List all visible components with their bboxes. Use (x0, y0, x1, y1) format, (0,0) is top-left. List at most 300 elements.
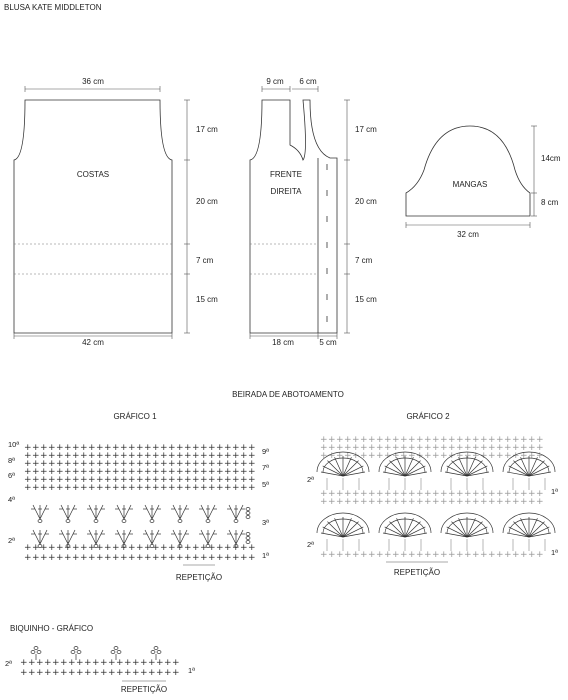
stitch-sc: + (104, 451, 112, 461)
stitch-sc: + (536, 435, 544, 445)
stitch-sc: + (80, 443, 88, 453)
stitch-sc: + (504, 489, 512, 499)
stitch-sc: + (56, 443, 64, 453)
stitch-sc: + (336, 451, 344, 461)
stitch-sc: + (176, 459, 184, 469)
stitch-sc: + (344, 550, 352, 560)
stitch-sc: + (88, 553, 96, 563)
stitch-sc: + (200, 451, 208, 461)
biquinho-chart (20, 647, 180, 679)
stitch-sc: + (328, 497, 336, 507)
stitch-sc: + (96, 467, 104, 477)
stitch-sc: + (52, 668, 60, 678)
stitch-sc: + (216, 451, 224, 461)
stitch-chain (31, 651, 35, 654)
stitch-sc: + (200, 553, 208, 563)
stitch-sc: + (344, 489, 352, 499)
stitch-sc: + (392, 451, 400, 461)
stitch-sc: + (48, 443, 56, 453)
stitch-sc: + (40, 467, 48, 477)
stitch-sc: + (448, 550, 456, 560)
stitch-sc: + (192, 475, 200, 485)
grafico1-row-5: 5ª (262, 480, 269, 489)
stitch-sc: + (504, 497, 512, 507)
stitch-sc: + (496, 435, 504, 445)
stitch-sc: + (472, 443, 480, 453)
stitch-sc: + (176, 475, 184, 485)
stitch-sc: + (320, 451, 328, 461)
stitch-chain (246, 537, 250, 540)
mangas-label: MANGAS (452, 180, 488, 189)
stitch-sc: + (192, 483, 200, 493)
stitch-sc: + (32, 553, 40, 563)
stitch-sc: + (128, 467, 136, 477)
stitch-sc: + (104, 443, 112, 453)
frente-piece (250, 86, 350, 339)
stitch-sc: + (424, 550, 432, 560)
stitch-sc: + (528, 550, 536, 560)
stitch-sc: + (488, 443, 496, 453)
stitch-sc: + (336, 443, 344, 453)
stitch-sc: + (208, 459, 216, 469)
stitch-sc: + (512, 550, 520, 560)
stitch-sc: + (32, 543, 40, 553)
stitch-sc: + (216, 443, 224, 453)
stitch-sc: + (72, 475, 80, 485)
stitch-sc: + (448, 497, 456, 507)
stitch-sc: + (368, 443, 376, 453)
stitch-sc: + (352, 443, 360, 453)
stitch-fan (441, 513, 493, 551)
stitch-sc: + (248, 483, 256, 493)
stitch-sc: + (168, 483, 176, 493)
stitch-chain (34, 647, 38, 650)
stitch-sc: + (416, 550, 424, 560)
stitch-sc: + (424, 497, 432, 507)
stitch-sc: + (168, 443, 176, 453)
stitch-sc: + (208, 543, 216, 553)
stitch-sc: + (148, 658, 156, 668)
stitch-sc: + (80, 459, 88, 469)
stitch-sc: + (96, 459, 104, 469)
stitch-sc: + (456, 435, 464, 445)
stitch-fan (317, 513, 369, 551)
stitch-sc: + (440, 443, 448, 453)
stitch-sc: + (488, 497, 496, 507)
stitch-sc: + (328, 451, 336, 461)
stitch-sc: + (128, 459, 136, 469)
stitch-sc: + (408, 435, 416, 445)
biquinho-title: BIQUINHO - GRÁFICO (10, 624, 94, 633)
stitch-sc: + (56, 467, 64, 477)
stitch-sc: + (504, 435, 512, 445)
stitch-sc: + (20, 658, 28, 668)
stitch-sc: + (456, 451, 464, 461)
stitch-sc: + (72, 543, 80, 553)
stitch-sc: + (72, 443, 80, 453)
stitch-sc: + (536, 451, 544, 461)
stitch-sc: + (172, 658, 180, 668)
stitch-sc: + (392, 443, 400, 453)
stitch-sc: + (40, 459, 48, 469)
stitch-sc: + (120, 553, 128, 563)
stitch-sc: + (224, 483, 232, 493)
frente-top-left: 9 cm (266, 77, 284, 86)
stitch-sc: + (128, 443, 136, 453)
stitch-sc: + (432, 497, 440, 507)
stitch-sc: + (400, 443, 408, 453)
stitch-sc: + (232, 543, 240, 553)
stitch-sc: + (40, 451, 48, 461)
grafico1-row-3: 3ª (262, 518, 269, 527)
stitch-sc: + (200, 543, 208, 553)
stitch-sc: + (104, 483, 112, 493)
stitch-sc: + (368, 497, 376, 507)
stitch-sc: + (424, 489, 432, 499)
stitch-sc: + (432, 550, 440, 560)
grafico1-row-6: 6ª (8, 471, 15, 480)
stitch-sc: + (344, 451, 352, 461)
stitch-sc: + (336, 435, 344, 445)
stitch-sc: + (136, 443, 144, 453)
stitch-sc: + (248, 451, 256, 461)
stitch-sc: + (488, 550, 496, 560)
stitch-sc: + (224, 459, 232, 469)
stitch-sc: + (384, 435, 392, 445)
stitch-sc: + (144, 553, 152, 563)
stitch-sc: + (112, 553, 120, 563)
stitch-sc: + (480, 489, 488, 499)
stitch-sc: + (384, 489, 392, 499)
stitch-sc: + (200, 459, 208, 469)
grafico2-repeat-label: REPETIÇÃO (393, 568, 441, 577)
stitch-sc: + (144, 443, 152, 453)
stitch-sc: + (480, 451, 488, 461)
grafico2-row-2a: 2ª (307, 475, 314, 484)
stitch-sc: + (408, 550, 416, 560)
stitch-sc: + (124, 668, 132, 678)
stitch-sc: + (168, 475, 176, 485)
stitch-sc: + (192, 553, 200, 563)
stitch-sc: + (200, 483, 208, 493)
stitch-sc: + (520, 435, 528, 445)
stitch-sc: + (140, 658, 148, 668)
stitch-sc: + (496, 550, 504, 560)
stitch-sc: + (480, 497, 488, 507)
section-title: BEIRADA DE ABOTOAMENTO (232, 390, 344, 399)
stitch-sc: + (464, 443, 472, 453)
stitch-sc: + (152, 483, 160, 493)
stitch-sc: + (112, 459, 120, 469)
stitch-sc: + (80, 483, 88, 493)
costas-label: COSTAS (76, 170, 110, 179)
stitch-sc: + (512, 435, 520, 445)
stitch-sc: + (120, 467, 128, 477)
stitch-sc: + (112, 451, 120, 461)
stitch-sc: + (24, 443, 32, 453)
stitch-sc: + (24, 483, 32, 493)
stitch-sc: + (112, 443, 120, 453)
stitch-sc: + (112, 543, 120, 553)
stitch-sc: + (320, 443, 328, 453)
stitch-sc: + (440, 497, 448, 507)
stitch-sc: + (328, 550, 336, 560)
stitch-sc: + (192, 443, 200, 453)
stitch-sc: + (80, 451, 88, 461)
stitch-sc: + (440, 451, 448, 461)
stitch-sc: + (232, 483, 240, 493)
stitch-sc: + (416, 451, 424, 461)
stitch-sc: + (160, 459, 168, 469)
frente-top-right: 6 cm (299, 77, 317, 86)
grafico1-chart (24, 443, 256, 563)
stitch-chain (246, 516, 250, 519)
stitch-sc: + (248, 543, 256, 553)
stitch-sc: + (216, 543, 224, 553)
stitch-sc: + (416, 443, 424, 453)
stitch-chain (246, 508, 250, 511)
stitch-sc: + (408, 443, 416, 453)
stitch-sc: + (496, 443, 504, 453)
stitch-sc: + (536, 497, 544, 507)
stitch-sc: + (528, 497, 536, 507)
stitch-sc: + (328, 435, 336, 445)
stitch-sc: + (520, 443, 528, 453)
stitch-sc: + (64, 443, 72, 453)
stitch-sc: + (136, 553, 144, 563)
stitch-sc: + (176, 553, 184, 563)
mangas-piece (406, 126, 537, 228)
stitch-sc: + (184, 483, 192, 493)
stitch-sc: + (376, 497, 384, 507)
stitch-sc: + (64, 459, 72, 469)
stitch-sc: + (224, 451, 232, 461)
stitch-sc: + (400, 435, 408, 445)
stitch-sc: + (36, 658, 44, 668)
stitch-sc: + (72, 451, 80, 461)
stitch-sc: + (160, 443, 168, 453)
stitch-sc: + (464, 451, 472, 461)
costas-height-3: 7 cm (196, 256, 214, 265)
stitch-cluster (143, 505, 161, 523)
stitch-fan (379, 513, 431, 551)
stitch-chain (122, 520, 126, 523)
stitch-sc: + (424, 443, 432, 453)
stitch-sc: + (408, 497, 416, 507)
stitch-sc: + (536, 489, 544, 499)
frente-height-4: 15 cm (355, 295, 377, 304)
stitch-sc: + (336, 497, 344, 507)
frente-label-line1: FRENTE (270, 170, 302, 179)
stitch-sc: + (240, 451, 248, 461)
biquinho-repeat-label: REPETIÇÃO (120, 685, 168, 694)
stitch-sc: + (504, 443, 512, 453)
stitch-sc: + (496, 497, 504, 507)
stitch-cluster (59, 505, 77, 523)
stitch-sc: + (432, 489, 440, 499)
stitch-sc: + (360, 451, 368, 461)
stitch-chain (151, 651, 155, 654)
stitch-sc: + (448, 451, 456, 461)
stitch-sc: + (120, 443, 128, 453)
stitch-cluster (87, 505, 105, 523)
stitch-sc: + (168, 553, 176, 563)
stitch-sc: + (528, 489, 536, 499)
stitch-sc: + (352, 489, 360, 499)
stitch-sc: + (520, 451, 528, 461)
stitch-sc: + (360, 497, 368, 507)
stitch-sc: + (56, 483, 64, 493)
stitch-sc: + (40, 475, 48, 485)
stitch-sc: + (44, 658, 52, 668)
stitch-sc: + (216, 475, 224, 485)
stitch-sc: + (456, 489, 464, 499)
stitch-sc: + (76, 658, 84, 668)
stitch-sc: + (40, 543, 48, 553)
stitch-chain (206, 520, 210, 523)
mangas-height-1: 14cm (541, 154, 561, 163)
stitch-sc: + (472, 435, 480, 445)
stitch-chain (157, 651, 161, 654)
stitch-sc: + (100, 658, 108, 668)
stitch-sc: + (240, 475, 248, 485)
stitch-sc: + (128, 451, 136, 461)
costas-piece (14, 86, 190, 339)
grafico1-row-9: 9ª (262, 447, 269, 456)
stitch-sc: + (240, 443, 248, 453)
stitch-sc: + (512, 489, 520, 499)
stitch-sc: + (472, 451, 480, 461)
stitch-sc: + (28, 668, 36, 678)
stitch-sc: + (528, 443, 536, 453)
stitch-sc: + (64, 451, 72, 461)
stitch-sc: + (480, 443, 488, 453)
page-title: BLUSA KATE MIDDLETON (4, 3, 102, 12)
stitch-chain (37, 651, 41, 654)
stitch-sc: + (496, 489, 504, 499)
grafico1-repeat-label: REPETIÇÃO (175, 573, 223, 582)
stitch-sc: + (96, 475, 104, 485)
stitch-sc: + (352, 435, 360, 445)
stitch-sc: + (200, 443, 208, 453)
stitch-sc: + (132, 658, 140, 668)
stitch-sc: + (224, 443, 232, 453)
stitch-sc: + (208, 483, 216, 493)
stitch-sc: + (368, 489, 376, 499)
stitch-sc: + (88, 443, 96, 453)
stitch-sc: + (392, 497, 400, 507)
stitch-sc: + (64, 467, 72, 477)
stitch-cluster (31, 505, 49, 523)
stitch-sc: + (160, 475, 168, 485)
stitch-sc: + (520, 497, 528, 507)
stitch-fan (503, 513, 555, 551)
stitch-sc: + (64, 553, 72, 563)
stitch-sc: + (132, 668, 140, 678)
stitch-sc: + (464, 435, 472, 445)
stitch-sc: + (464, 550, 472, 560)
stitch-sc: + (512, 497, 520, 507)
grafico1-title: GRÁFICO 1 (113, 412, 157, 421)
stitch-sc: + (504, 451, 512, 461)
stitch-sc: + (152, 475, 160, 485)
frente-height-1: 17 cm (355, 125, 377, 134)
stitch-sc: + (504, 550, 512, 560)
stitch-sc: + (224, 475, 232, 485)
stitch-sc: + (328, 443, 336, 453)
stitch-sc: + (480, 435, 488, 445)
stitch-sc: + (104, 459, 112, 469)
stitch-sc: + (24, 475, 32, 485)
costas-top-width: 36 cm (82, 77, 104, 86)
grafico2-row-1a: 1ª (551, 487, 558, 496)
stitch-chain (38, 520, 42, 523)
stitch-sc: + (488, 435, 496, 445)
stitch-sc: + (360, 443, 368, 453)
stitch-chain (117, 651, 121, 654)
stitch-sc: + (248, 553, 256, 563)
stitch-sc: + (488, 451, 496, 461)
stitch-sc: + (68, 668, 76, 678)
stitch-sc: + (84, 668, 92, 678)
stitch-sc: + (528, 435, 536, 445)
stitch-chain (111, 651, 115, 654)
costas-height-1: 17 cm (196, 125, 218, 134)
stitch-sc: + (88, 467, 96, 477)
stitch-sc: + (208, 467, 216, 477)
stitch-sc: + (232, 475, 240, 485)
stitch-sc: + (40, 483, 48, 493)
stitch-sc: + (352, 550, 360, 560)
stitch-sc: + (152, 543, 160, 553)
stitch-sc: + (92, 668, 100, 678)
stitch-sc: + (344, 435, 352, 445)
grafico2-chart (317, 435, 555, 560)
stitch-sc: + (160, 467, 168, 477)
stitch-sc: + (360, 489, 368, 499)
stitch-sc: + (376, 435, 384, 445)
stitch-sc: + (24, 459, 32, 469)
stitch-sc: + (156, 668, 164, 678)
stitch-sc: + (48, 483, 56, 493)
stitch-sc: + (384, 443, 392, 453)
stitch-sc: + (416, 497, 424, 507)
stitch-sc: + (248, 467, 256, 477)
stitch-sc: + (104, 553, 112, 563)
stitch-sc: + (56, 553, 64, 563)
stitch-sc: + (32, 467, 40, 477)
stitch-sc: + (168, 459, 176, 469)
stitch-fan (441, 452, 493, 490)
stitch-sc: + (88, 451, 96, 461)
stitch-sc: + (368, 435, 376, 445)
stitch-sc: + (84, 658, 92, 668)
stitch-sc: + (144, 467, 152, 477)
stitch-sc: + (32, 459, 40, 469)
stitch-sc: + (240, 543, 248, 553)
stitch-sc: + (64, 543, 72, 553)
stitch-sc: + (112, 467, 120, 477)
stitch-sc: + (432, 451, 440, 461)
stitch-sc: + (76, 668, 84, 678)
stitch-sc: + (448, 435, 456, 445)
stitch-sc: + (320, 497, 328, 507)
stitch-chain (178, 520, 182, 523)
stitch-sc: + (136, 459, 144, 469)
stitch-sc: + (48, 451, 56, 461)
stitch-sc: + (464, 489, 472, 499)
stitch-chain (77, 651, 81, 654)
